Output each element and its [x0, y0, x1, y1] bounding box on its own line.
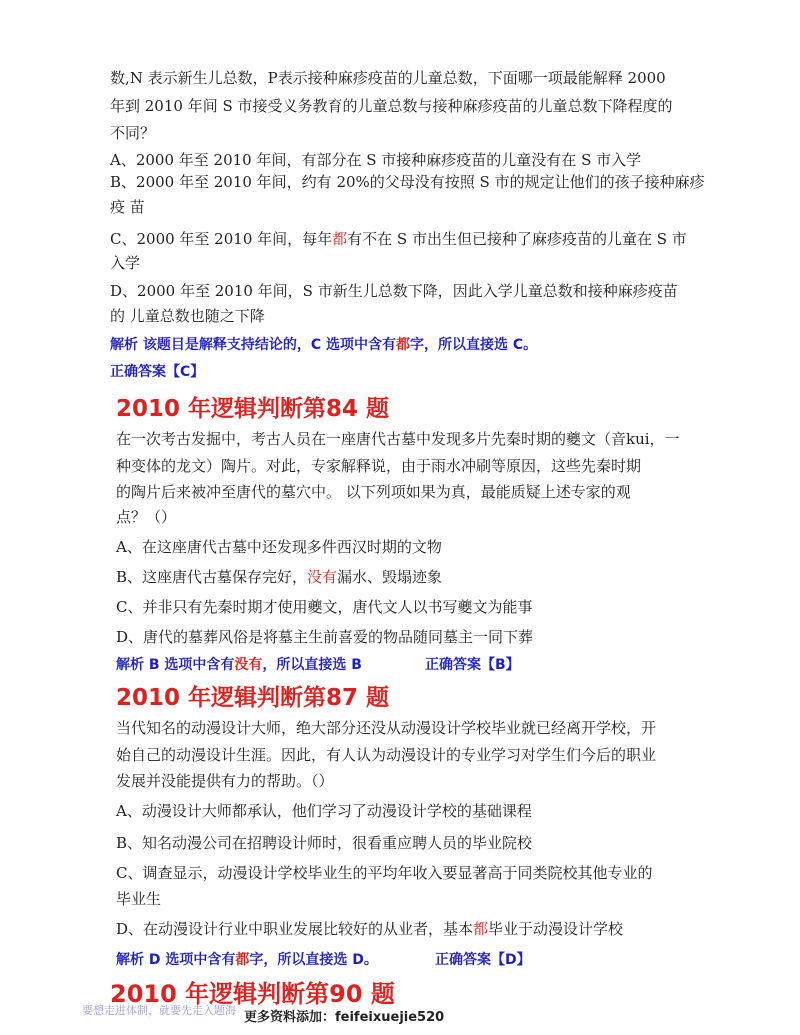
intro-analysis-pre: 解析 该题目是解释支持结论的，C 选项中含有	[110, 337, 397, 353]
q87-option-c-line-1: C、调查显示，动漫设计学校毕业生的平均年收入要显著高于同类院校其他专业的	[116, 864, 653, 882]
q84-analysis	[116, 655, 362, 675]
q84-option-b	[116, 567, 442, 587]
q87-analysis-highlight: 都	[235, 952, 250, 968]
footer-contact: 更多资料添加：feifeixuejie520	[244, 1010, 445, 1025]
intro-option-a: A、2000 年至 2010 年间，有部分在 S 市接种麻疹疫苗的儿童没有在 S 市入学	[110, 151, 642, 169]
q84-option-b-pre: B、这座唐代古墓保存完好，	[116, 568, 308, 586]
intro-line-2: 年到 2010 年间 S 市接受义务教育的儿童总数与接种麻疹疫苗的儿童总数下降程度的	[110, 97, 673, 115]
q84-stem-line-3: 的陶片后来被冲至唐代的墓穴中。 以下列项如果为真，最能质疑上述专家的观	[116, 483, 631, 501]
footer-watermark: 要想走进体制，就要先走入题海	[82, 1004, 236, 1017]
q84-option-b-highlight: 没有	[307, 568, 338, 586]
intro-answer: 正确答案【C】	[110, 364, 205, 380]
q84-option-b-post: 漏水、毁塌迹象	[337, 568, 443, 586]
q87-option-d-highlight: 都	[473, 920, 489, 938]
q87-stem-line-2: 始自己的动漫设计生涯。因此，有人认为动漫设计的专业学习对学生们今后的职业	[116, 746, 657, 764]
intro-option-d-line-1: D、2000 年至 2010 年间，S 市新生儿总数下降，因此入学儿童总数和接种麻疹疫苗	[110, 282, 678, 300]
q84-stem-line-4: 点？（）	[116, 508, 177, 526]
intro-option-c-line-2: 入学	[110, 254, 141, 272]
intro-line-1: 数,N 表示新生儿总数，P表示接种麻疹疫苗的儿童总数，下面哪一项最能解释 2000	[110, 69, 666, 87]
q84-option-d: D、唐代的墓葬风俗是将墓主生前喜爱的物品随同墓主一同下葬	[116, 628, 534, 646]
q84-stem-line-2: 种变体的龙文）陶片。对此，专家解释说，由于雨水冲刷等原因，这些先秦时期	[116, 457, 642, 475]
q84-analysis-highlight: 没有	[234, 657, 263, 673]
q87-option-a: A、动漫设计大师都承认，他们学习了动漫设计学校的基础课程	[116, 802, 532, 820]
intro-analysis	[110, 335, 537, 355]
q87-analysis-pre: 解析 D 选项中含有	[116, 952, 236, 968]
intro-option-b-line-2: 疫 苗	[110, 198, 145, 216]
q87-option-b: B、知名动漫公司在招聘设计师时，很看重应聘人员的毕业院校	[116, 834, 533, 852]
q90-heading: 2010 年逻辑判断第90 题	[110, 980, 395, 1008]
q87-option-d-post: 毕业于动漫设计学校	[488, 920, 624, 938]
q87-stem-line-3: 发展并没能提供有力的帮助。（）	[116, 772, 334, 790]
q84-option-c: C、并非只有先秦时期才使用夔文，唐代文人以书写夔文为能事	[116, 598, 533, 616]
intro-line-3: 不同？	[110, 124, 156, 142]
intro-option-c-line-1	[110, 229, 687, 249]
intro-option-c-pre: C、2000 年至 2010 年间，每年	[110, 230, 333, 248]
intro-option-c-highlight: 都	[332, 230, 348, 248]
q84-heading: 2010 年逻辑判断第84 题	[116, 396, 390, 422]
q87-stem-line-1: 当代知名的动漫设计大师，绝大部分还没从动漫设计学校毕业就已经离开学校，开	[116, 719, 657, 737]
q87-option-d-pre: D、在动漫设计行业中职业发展比较好的从业者，基本	[116, 920, 474, 938]
intro-option-c-post: 有不在 S 市出生但已接种了麻疹疫苗的儿童在 S 市	[347, 230, 687, 248]
intro-analysis-highlight: 都	[396, 337, 411, 353]
q84-stem-line-1: 在一次考古发掘中，考古人员在一座唐代古墓中发现多片先秦时期的夔文（音kui，一	[116, 430, 680, 448]
intro-option-b-line-1: B、2000 年至 2010 年间，约有 20%的父母没有按照 S 市的规定让他们的孩子接种麻疹	[110, 173, 705, 191]
q84-analysis-post: ，所以直接选 B	[262, 657, 362, 673]
q87-answer: 正确答案【D】	[435, 952, 531, 968]
q84-analysis-pre: 解析 B 选项中含有	[116, 657, 235, 673]
intro-analysis-post: 字，所以直接选 C。	[410, 337, 538, 353]
q84-answer: 正确答案【B】	[425, 657, 520, 673]
q87-analysis-post: 字，所以直接选 D。	[249, 952, 378, 968]
q87-option-c-line-2: 毕业生	[116, 890, 162, 908]
q84-option-a: A、在这座唐代古墓中还发现多件西汉时期的文物	[116, 538, 442, 556]
q87-option-d	[116, 919, 623, 939]
intro-option-d-line-2: 的 儿童总数也随之下降	[110, 307, 265, 325]
q87-analysis	[116, 950, 378, 970]
q87-heading: 2010 年逻辑判断第87 题	[116, 685, 390, 711]
